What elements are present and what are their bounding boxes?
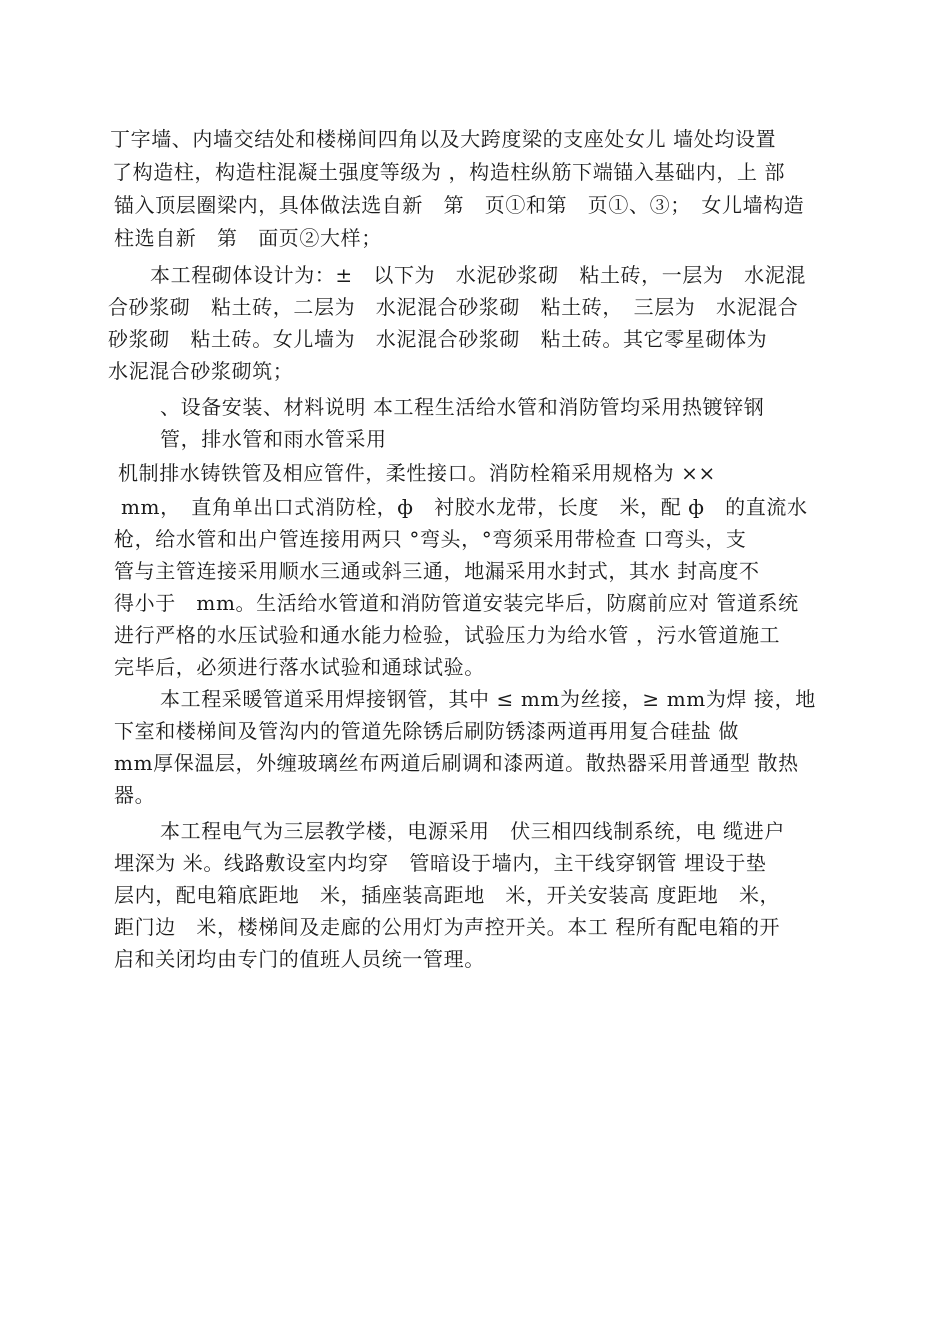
text-line: 了构造柱，构造柱混凝土强度等级为 ，构造柱纵筋下端锚入基础内，上 部 (112, 160, 786, 184)
text-line: 器。 (114, 783, 156, 807)
text-line: 管，排水管和雨水管采用 (160, 427, 387, 451)
text-line: 距门边 米，楼梯间及走廊的公用灯为声控开关。本工 程所有配电箱的开 (114, 915, 781, 939)
text-line: 合砂浆砌 粘土砖，二层为 水泥混合砂浆砌 粘土砖， 三层为 水泥混合 (108, 295, 799, 319)
text-line: 管与主管连接采用顺水三通或斜三通，地漏采用水封式，其水 封高度不 (114, 559, 760, 583)
text-line: 柱选自新 第 面页②大样； (114, 226, 382, 250)
text-line: 水泥混合砂浆砌筑； (108, 359, 294, 383)
text-line: mm厚保温层，外缠玻璃丝布两道后刷调和漆两道。散热器采用普通型 散热 (114, 751, 799, 775)
text-line: 砂浆砌 粘土砖。女儿墙为 水泥混合砂浆砌 粘土砖。其它零星砌体为 (108, 327, 768, 351)
text-line: 进行严格的水压试验和通水能力检验，试验压力为给水管 ，污水管道施工 (114, 623, 781, 647)
text-line: 机制排水铸铁管及相应管件，柔性接口。消防栓箱采用规格为 ×× (118, 461, 716, 485)
text-line: 本工程电气为三层教学楼，电源采用 伏三相四线制系统，电 缆进户 (160, 819, 785, 843)
text-line: 层内，配电箱底距地 米，插座装高距地 米，开关安装高 度距地 米， (114, 883, 781, 907)
text-line: 丁字墙、内墙交结处和楼梯间四角以及大跨度梁的支座处女儿 墙处均设置 (110, 127, 777, 151)
text-line: 锚入顶层圈梁内，具体做法选自新 第 页①和第 页①、③； 女儿墙构造 (114, 193, 805, 217)
text-line: 埋深为 米。线路敷设室内均穿 管暗设于墙内，主干线穿钢管 埋设于垫 (114, 851, 767, 875)
text-line: 、设备安装、材料说明 本工程生活给水管和消防管均采用热镀锌钢 (160, 395, 765, 419)
text-line: 得小于 mm。生活给水管道和消防管道安装完毕后，防腐前应对 管道系统 (114, 591, 799, 615)
text-line: 本工程砌体设计为：± 以下为 水泥砂浆砌 粘土砖，一层为 水泥混 (150, 263, 806, 287)
text-line: 完毕后，必须进行落水试验和通球试验。 (114, 655, 485, 679)
text-line: 本工程采暖管道采用焊接钢管，其中 ≤ mm为丝接，≥ mm为焊 接，地 (160, 687, 816, 711)
text-line: 启和关闭均由专门的值班人员统一管理。 (114, 947, 485, 971)
text-line: mm， 直角单出口式消防栓，ф 衬胶水龙带，长度 米，配 ф 的直流水 (114, 495, 808, 519)
text-line: 枪，给水管和出户管连接用两只 °弯头，°弯须采用带检查 口弯头，支 (114, 527, 747, 551)
text-line: 下室和楼梯间及管沟内的管道先除锈后刷防锈漆两道再用复合硅盐 做 (114, 719, 739, 743)
